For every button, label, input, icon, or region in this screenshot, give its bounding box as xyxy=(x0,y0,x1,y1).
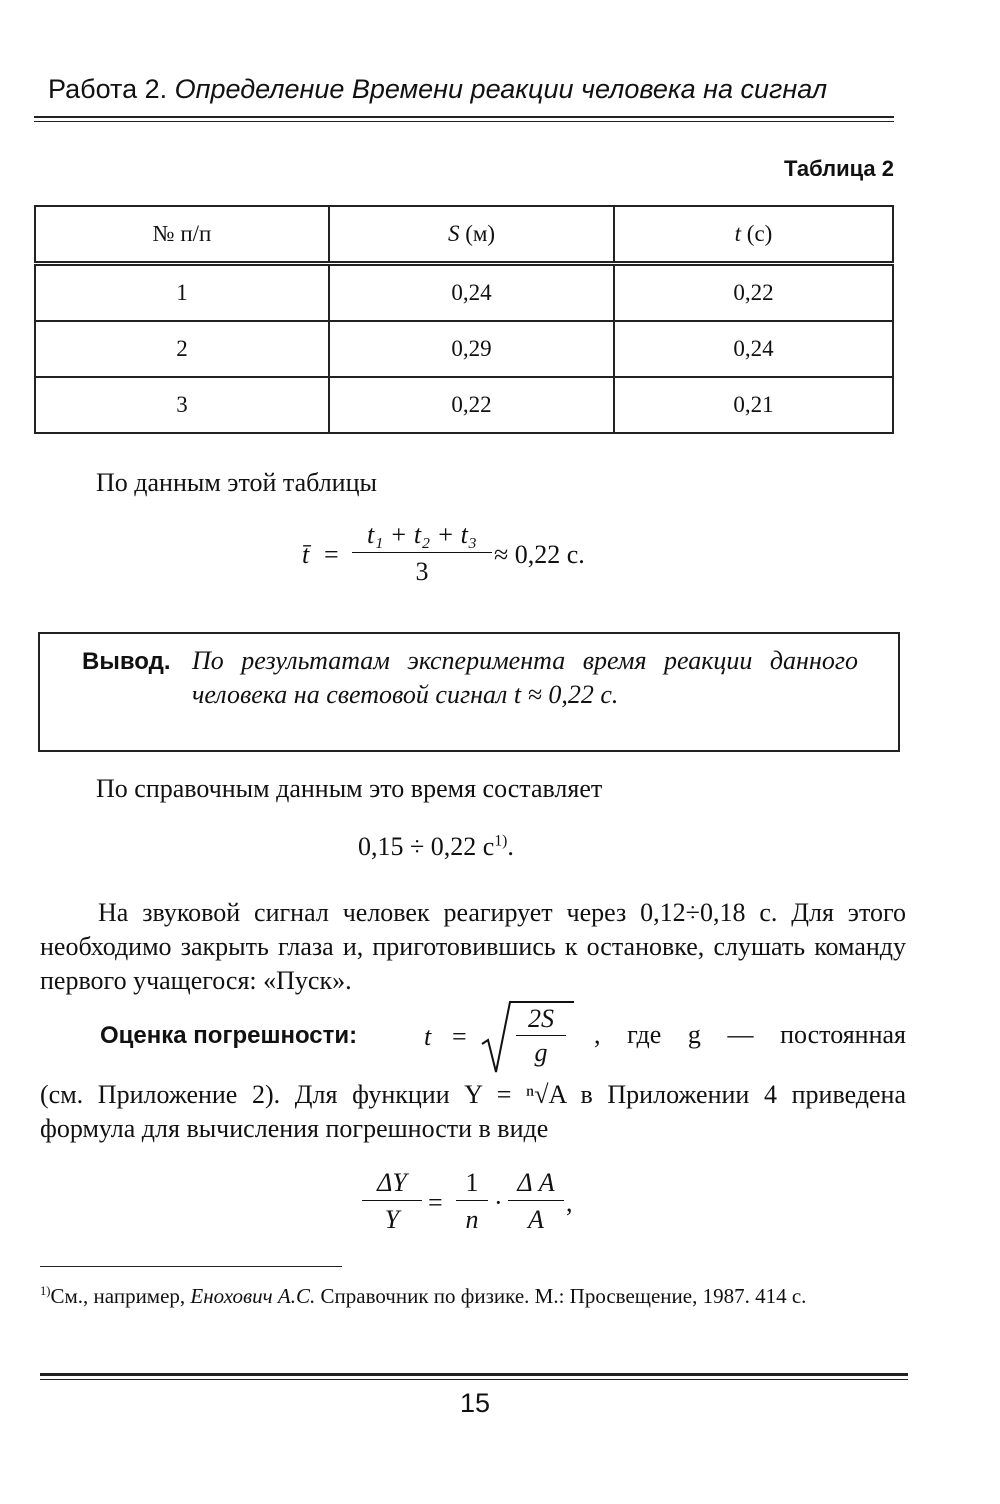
header-rule xyxy=(34,116,894,118)
cell-distance: 0,29 xyxy=(329,321,614,377)
footnote xyxy=(40,1276,906,1311)
cell-time: 0,21 xyxy=(614,377,893,433)
formula-denominator: 3 xyxy=(415,557,429,586)
f3-denominator: A xyxy=(528,1205,544,1234)
f1-fraction xyxy=(362,1168,422,1235)
f2-fraction xyxy=(456,1168,488,1235)
work-title: Определение Времени реакции человека на сигнал xyxy=(174,74,828,104)
estimation-tail: , где g — постоянная xyxy=(594,1020,906,1049)
formula-numerator: t₁ + t₂ + t₃ xyxy=(352,520,492,553)
table-row xyxy=(35,264,893,322)
reference-range xyxy=(358,832,514,862)
col-header-time xyxy=(614,206,893,264)
footnote-author: Енохович А.С. xyxy=(190,1284,316,1308)
est-denominator: g xyxy=(534,1038,548,1067)
footnote-after: Справочник по физике. М.: Просвещение, 1987. 414 с. xyxy=(315,1284,807,1308)
paragraph-reference: По справочным данным это время составляет xyxy=(96,774,603,803)
est-lhs: t xyxy=(424,1022,432,1051)
formula-lhs: t̄ xyxy=(302,540,310,569)
estimation-formula xyxy=(424,998,584,1078)
est-numerator: 2S xyxy=(516,1004,566,1036)
header-rule-thin xyxy=(34,121,894,122)
est-eq: = xyxy=(452,1022,467,1051)
est-fraction xyxy=(516,1004,566,1068)
table-caption: Таблица 2 xyxy=(783,156,894,181)
f3-numerator: Δ A xyxy=(508,1168,564,1201)
error-formula xyxy=(362,1168,592,1248)
col-header-number: № п/п xyxy=(35,206,329,264)
formula-eq: = xyxy=(324,540,339,569)
col-t-unit: (с) xyxy=(746,221,773,246)
footnote-mark: 1) xyxy=(40,1284,51,1298)
conclusion-box xyxy=(38,632,900,752)
mean-time-formula xyxy=(302,520,642,600)
footer-rule-thin xyxy=(40,1379,908,1380)
table-row xyxy=(35,321,893,377)
footnote-ref: 1) xyxy=(494,832,508,850)
cell-distance: 0,24 xyxy=(329,264,614,322)
formula-fraction xyxy=(352,520,492,587)
conclusion-label: Вывод. xyxy=(82,648,171,675)
f1-denominator: Y xyxy=(384,1205,400,1234)
f1-numerator: ΔY xyxy=(362,1168,422,1201)
reference-range-end: . xyxy=(507,832,514,861)
formula-result: ≈ 0,22 с. xyxy=(494,540,585,569)
col-s-unit: (м) xyxy=(465,221,496,246)
page-number: 15 xyxy=(459,1388,491,1418)
f3-dot: · xyxy=(494,1188,503,1217)
cell-time: 0,22 xyxy=(614,264,893,322)
cell-number: 3 xyxy=(35,377,329,433)
footnote-rule xyxy=(40,1266,342,1267)
footnote-before: См., например, xyxy=(50,1284,191,1308)
f2-denominator: n xyxy=(465,1205,479,1234)
cell-number: 2 xyxy=(35,321,329,377)
cell-distance: 0,22 xyxy=(329,377,614,433)
paragraph-function: (см. Приложение 2). Для функции Y = ⁿ√A в Приложении 4 приведена формула для вычисления погрешности в виде xyxy=(40,1080,906,1143)
col-s-symbol: S xyxy=(447,221,460,246)
reference-range-text: 0,15 ÷ 0,22 с xyxy=(358,832,495,861)
table-row xyxy=(35,377,893,433)
col-header-distance xyxy=(329,206,614,264)
conclusion-text: По результатам эксперимента время реакции данного человека на световой сигнал t ≈ 0,22 с. xyxy=(192,646,858,709)
footer-rule xyxy=(40,1373,908,1376)
f3-fraction xyxy=(508,1168,564,1235)
f3-end: , xyxy=(566,1188,573,1217)
cell-number: 1 xyxy=(35,264,329,322)
table-header-row xyxy=(35,206,893,264)
data-table xyxy=(34,205,894,434)
estimation-label: Оценка погрешности: xyxy=(100,1022,358,1049)
f2-numerator: 1 xyxy=(456,1168,488,1201)
running-header xyxy=(48,74,893,105)
paragraph-sound-signal xyxy=(40,896,906,998)
f3-eq: = xyxy=(428,1188,443,1217)
paragraph-sound-text: На звуковой сигнал человек реагирует через 0,12÷0,18 с. Для этого необходимо закрыть глаза и, приготовившись к остановке, слушать команду первого учащегося: «Пуск». xyxy=(40,898,906,995)
paragraph-table-data: По данным этой таблицы xyxy=(96,468,377,497)
cell-time: 0,24 xyxy=(614,321,893,377)
col-t-symbol: t xyxy=(734,221,742,246)
work-number: Работа 2. xyxy=(48,74,168,104)
